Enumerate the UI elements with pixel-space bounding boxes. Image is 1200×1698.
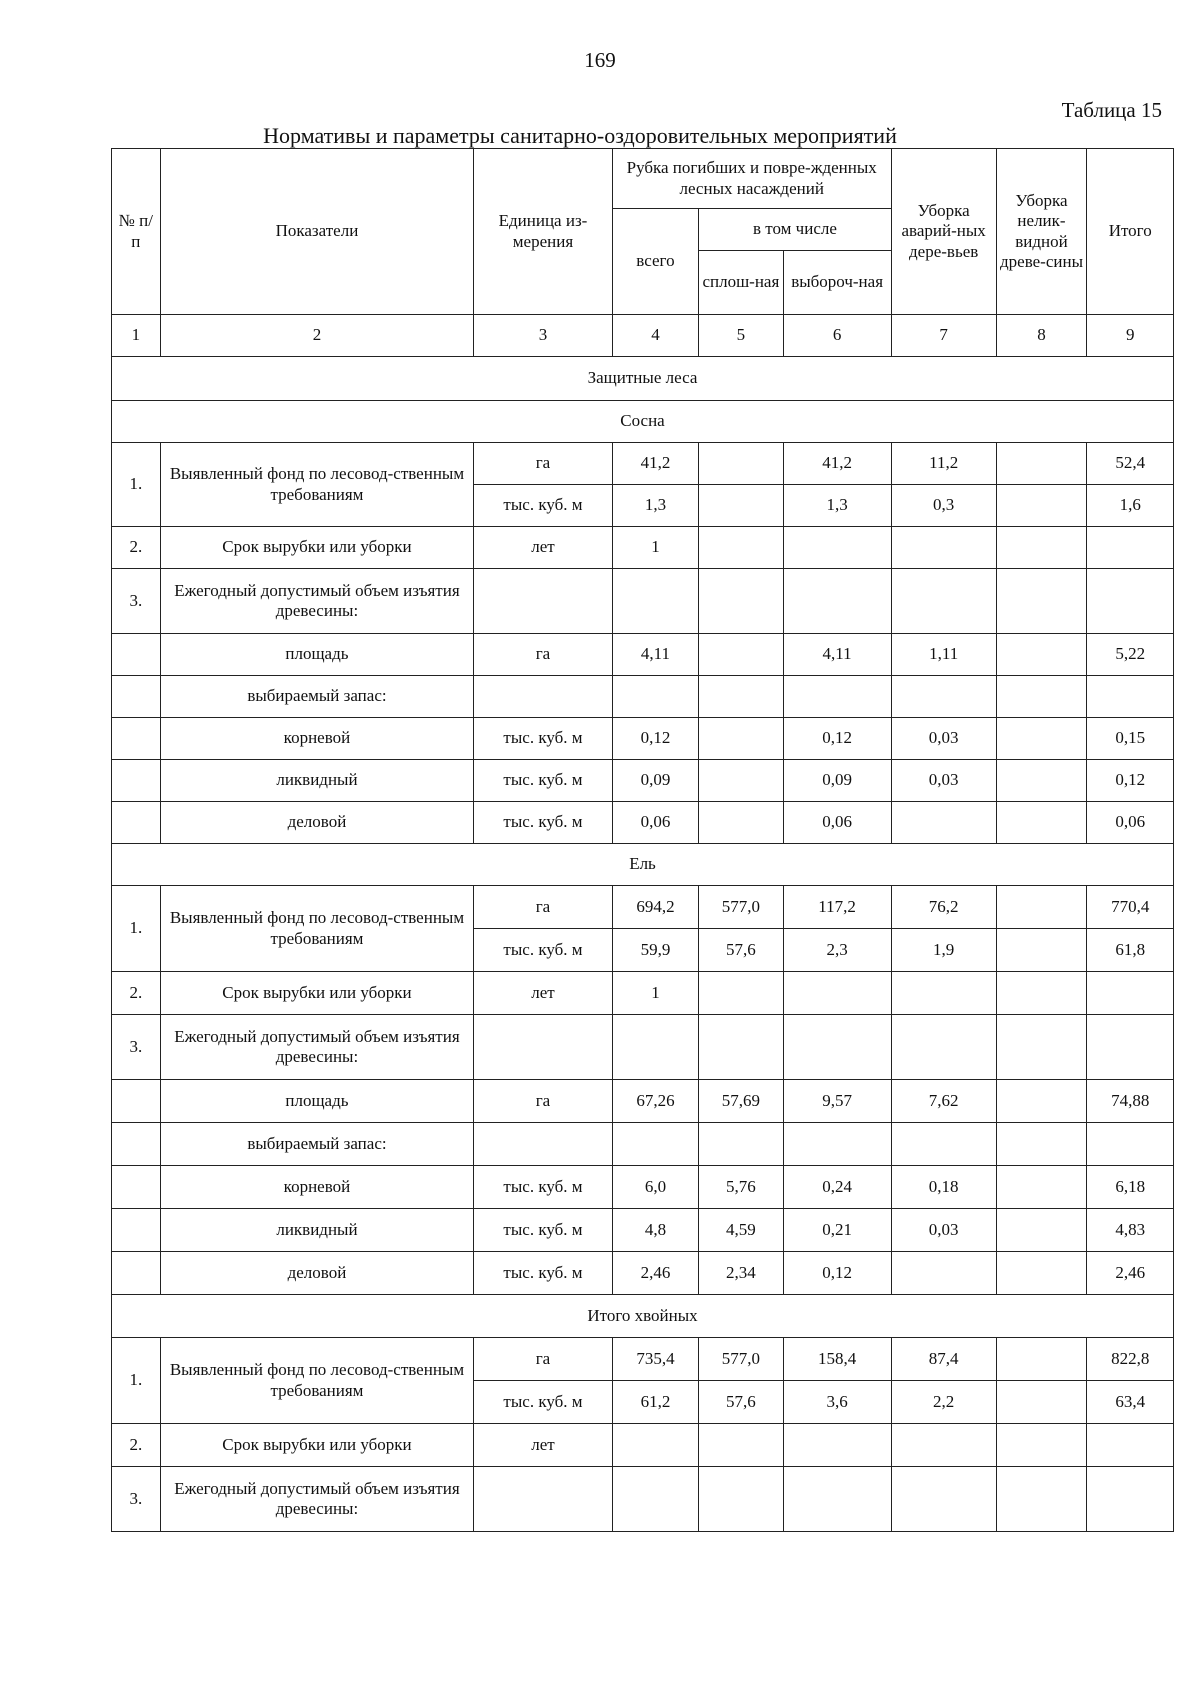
header-num: № п/п <box>112 149 161 315</box>
value-cell: 61,2 <box>612 1381 699 1424</box>
unit-cell <box>474 676 612 718</box>
col-number: 9 <box>1087 315 1174 357</box>
col-number: 2 <box>160 315 474 357</box>
value-cell: 0,09 <box>783 760 891 802</box>
value-cell: 4,11 <box>783 634 891 676</box>
value-cell <box>699 1424 783 1467</box>
value-cell: 770,4 <box>1087 886 1174 929</box>
value-cell: 4,83 <box>1087 1209 1174 1252</box>
col-number: 4 <box>612 315 699 357</box>
row-number: 2. <box>112 527 161 569</box>
unit-cell: лет <box>474 527 612 569</box>
value-cell <box>996 760 1087 802</box>
value-cell: 63,4 <box>1087 1381 1174 1424</box>
value-cell: 0,21 <box>783 1209 891 1252</box>
value-cell <box>996 1015 1087 1080</box>
row-number: 1. <box>112 886 161 972</box>
value-cell <box>996 1467 1087 1532</box>
value-cell <box>996 972 1087 1015</box>
value-cell <box>699 634 783 676</box>
section-heading: Сосна <box>112 401 1174 443</box>
value-cell: 57,69 <box>699 1080 783 1123</box>
value-cell <box>783 1424 891 1467</box>
unit-cell: га <box>474 443 612 485</box>
value-cell <box>996 1381 1087 1424</box>
unit-cell: тыс. куб. м <box>474 1209 612 1252</box>
value-cell <box>783 676 891 718</box>
row-number <box>112 1123 161 1166</box>
unit-cell: га <box>474 886 612 929</box>
row-number <box>112 1166 161 1209</box>
header-selective: выбороч-ная <box>783 251 891 315</box>
value-cell <box>996 718 1087 760</box>
value-cell: 4,11 <box>612 634 699 676</box>
value-cell <box>996 1123 1087 1166</box>
row-number <box>112 1080 161 1123</box>
value-cell <box>1087 972 1174 1015</box>
value-cell: 0,3 <box>891 485 996 527</box>
col-number: 6 <box>783 315 891 357</box>
value-cell: 52,4 <box>1087 443 1174 485</box>
page-number: 169 <box>584 48 616 72</box>
value-cell: 117,2 <box>783 886 891 929</box>
value-cell <box>612 1467 699 1532</box>
table-title: Нормативы и параметры санитарно-оздоровительных мероприятий <box>263 123 897 148</box>
value-cell: 4,8 <box>612 1209 699 1252</box>
value-cell: 59,9 <box>612 929 699 972</box>
value-cell <box>996 1209 1087 1252</box>
value-cell: 7,62 <box>891 1080 996 1123</box>
unit-cell: лет <box>474 972 612 1015</box>
value-cell: 1,3 <box>783 485 891 527</box>
row-number <box>112 1252 161 1295</box>
col-number: 7 <box>891 315 996 357</box>
row-number <box>112 718 161 760</box>
row-number <box>112 1209 161 1252</box>
value-cell <box>699 443 783 485</box>
indicator-label: площадь <box>160 634 474 676</box>
value-cell <box>996 569 1087 634</box>
row-number <box>112 760 161 802</box>
value-cell <box>891 972 996 1015</box>
value-cell: 0,09 <box>612 760 699 802</box>
indicator-label: Выявленный фонд по лесовод-ственным требованиям <box>160 886 474 972</box>
value-cell <box>996 676 1087 718</box>
row-number: 1. <box>112 443 161 527</box>
value-cell <box>1087 1424 1174 1467</box>
row-number: 2. <box>112 1424 161 1467</box>
value-cell: 0,03 <box>891 760 996 802</box>
value-cell <box>1087 1123 1174 1166</box>
value-cell <box>783 972 891 1015</box>
unit-cell: га <box>474 634 612 676</box>
value-cell <box>996 802 1087 844</box>
value-cell: 57,6 <box>699 929 783 972</box>
section-heading: Защитные леса <box>112 357 1174 401</box>
header-indicators: Показатели <box>160 149 474 315</box>
value-cell <box>699 485 783 527</box>
value-cell <box>699 760 783 802</box>
value-cell: 0,12 <box>783 718 891 760</box>
value-cell: 577,0 <box>699 1338 783 1381</box>
value-cell: 0,24 <box>783 1166 891 1209</box>
row-number <box>112 802 161 844</box>
indicator-label: Срок вырубки или уборки <box>160 972 474 1015</box>
value-cell <box>1087 1015 1174 1080</box>
value-cell: 1,3 <box>612 485 699 527</box>
indicator-label: Выявленный фонд по лесовод-ственным требованиям <box>160 443 474 527</box>
value-cell: 694,2 <box>612 886 699 929</box>
value-cell <box>612 569 699 634</box>
header-total-all: всего <box>612 209 699 315</box>
indicator-label: корневой <box>160 1166 474 1209</box>
value-cell <box>996 1080 1087 1123</box>
value-cell <box>699 676 783 718</box>
unit-cell: га <box>474 1338 612 1381</box>
unit-cell: тыс. куб. м <box>474 802 612 844</box>
unit-cell: лет <box>474 1424 612 1467</box>
value-cell: 0,15 <box>1087 718 1174 760</box>
value-cell <box>996 1166 1087 1209</box>
value-cell <box>996 1252 1087 1295</box>
header-unit: Единица из-мерения <box>474 149 612 315</box>
value-cell <box>891 676 996 718</box>
section-heading: Ель <box>112 844 1174 886</box>
header-clear: сплош-ная <box>699 251 783 315</box>
indicator-label: корневой <box>160 718 474 760</box>
value-cell: 158,4 <box>783 1338 891 1381</box>
unit-cell: тыс. куб. м <box>474 718 612 760</box>
row-number: 3. <box>112 1015 161 1080</box>
value-cell <box>612 1123 699 1166</box>
indicator-label: выбираемый запас: <box>160 1123 474 1166</box>
value-cell: 87,4 <box>891 1338 996 1381</box>
value-cell: 61,8 <box>1087 929 1174 972</box>
row-number <box>112 634 161 676</box>
value-cell: 2,46 <box>612 1252 699 1295</box>
header-including: в том числе <box>699 209 892 251</box>
value-cell <box>612 1015 699 1080</box>
col-number: 5 <box>699 315 783 357</box>
value-cell: 0,12 <box>783 1252 891 1295</box>
value-cell: 5,76 <box>699 1166 783 1209</box>
header-itogo: Итого <box>1087 149 1174 315</box>
value-cell: 0,12 <box>1087 760 1174 802</box>
value-cell: 0,06 <box>783 802 891 844</box>
value-cell <box>699 527 783 569</box>
value-cell: 67,26 <box>612 1080 699 1123</box>
value-cell <box>699 718 783 760</box>
indicator-label: Выявленный фонд по лесовод-ственным требованиям <box>160 1338 474 1424</box>
value-cell: 0,03 <box>891 718 996 760</box>
col-number: 3 <box>474 315 612 357</box>
value-cell <box>891 1015 996 1080</box>
value-cell <box>996 634 1087 676</box>
value-cell <box>1087 1467 1174 1532</box>
indicator-label: площадь <box>160 1080 474 1123</box>
value-cell <box>612 676 699 718</box>
value-cell <box>891 1467 996 1532</box>
col-number: 1 <box>112 315 161 357</box>
value-cell: 0,03 <box>891 1209 996 1252</box>
unit-cell: тыс. куб. м <box>474 1252 612 1295</box>
value-cell <box>891 1252 996 1295</box>
value-cell <box>891 1424 996 1467</box>
unit-cell: га <box>474 1080 612 1123</box>
value-cell <box>996 443 1087 485</box>
indicator-label: Ежегодный допустимый объем изъятия древесины: <box>160 569 474 634</box>
indicator-label: выбираемый запас: <box>160 676 474 718</box>
unit-cell: тыс. куб. м <box>474 929 612 972</box>
header-cutting: Рубка погибших и повре-жденных лесных насаждений <box>612 149 891 209</box>
value-cell <box>996 527 1087 569</box>
indicator-label: Ежегодный допустимый объем изъятия древесины: <box>160 1015 474 1080</box>
value-cell <box>891 1123 996 1166</box>
value-cell <box>1087 676 1174 718</box>
value-cell <box>699 972 783 1015</box>
value-cell: 0,06 <box>612 802 699 844</box>
value-cell: 0,06 <box>1087 802 1174 844</box>
indicator-label: деловой <box>160 1252 474 1295</box>
col-number: 8 <box>996 315 1087 357</box>
value-cell: 2,34 <box>699 1252 783 1295</box>
value-cell: 2,3 <box>783 929 891 972</box>
value-cell <box>783 527 891 569</box>
unit-cell <box>474 1123 612 1166</box>
unit-cell: тыс. куб. м <box>474 1381 612 1424</box>
value-cell: 735,4 <box>612 1338 699 1381</box>
indicator-label: ликвидный <box>160 760 474 802</box>
value-cell: 0,18 <box>891 1166 996 1209</box>
value-cell: 1,11 <box>891 634 996 676</box>
value-cell <box>996 929 1087 972</box>
unit-cell: тыс. куб. м <box>474 1166 612 1209</box>
value-cell: 57,6 <box>699 1381 783 1424</box>
value-cell: 4,59 <box>699 1209 783 1252</box>
header-nonliquid: Уборка нелик-видной древе-сины <box>996 149 1087 315</box>
indicator-label: Ежегодный допустимый объем изъятия древесины: <box>160 1467 474 1532</box>
value-cell: 6,0 <box>612 1166 699 1209</box>
value-cell: 2,46 <box>1087 1252 1174 1295</box>
unit-cell: тыс. куб. м <box>474 485 612 527</box>
value-cell <box>891 527 996 569</box>
value-cell <box>474 1015 612 1080</box>
value-cell <box>996 485 1087 527</box>
section-heading: Итого хвойных <box>112 1295 1174 1338</box>
value-cell <box>891 802 996 844</box>
value-cell: 41,2 <box>612 443 699 485</box>
indicator-label: Срок вырубки или уборки <box>160 1424 474 1467</box>
header-emergency: Уборка аварий-ных дере-вьев <box>891 149 996 315</box>
value-cell <box>699 1467 783 1532</box>
value-cell: 1,9 <box>891 929 996 972</box>
value-cell: 577,0 <box>699 886 783 929</box>
value-cell: 1,6 <box>1087 485 1174 527</box>
value-cell <box>783 1123 891 1166</box>
value-cell <box>474 1467 612 1532</box>
row-number <box>112 676 161 718</box>
value-cell <box>996 886 1087 929</box>
row-number: 2. <box>112 972 161 1015</box>
value-cell <box>699 569 783 634</box>
table-label: Таблица 15 <box>1061 98 1162 122</box>
value-cell: 5,22 <box>1087 634 1174 676</box>
indicator-label: ликвидный <box>160 1209 474 1252</box>
value-cell <box>891 569 996 634</box>
value-cell <box>996 1424 1087 1467</box>
value-cell: 76,2 <box>891 886 996 929</box>
value-cell <box>996 1338 1087 1381</box>
row-number: 3. <box>112 569 161 634</box>
value-cell: 3,6 <box>783 1381 891 1424</box>
indicator-label: деловой <box>160 802 474 844</box>
value-cell <box>699 802 783 844</box>
value-cell: 0,12 <box>612 718 699 760</box>
value-cell: 11,2 <box>891 443 996 485</box>
unit-cell: тыс. куб. м <box>474 760 612 802</box>
value-cell: 6,18 <box>1087 1166 1174 1209</box>
value-cell <box>1087 527 1174 569</box>
value-cell: 2,2 <box>891 1381 996 1424</box>
value-cell: 822,8 <box>1087 1338 1174 1381</box>
value-cell <box>474 569 612 634</box>
value-cell <box>1087 569 1174 634</box>
value-cell <box>783 1467 891 1532</box>
row-number: 3. <box>112 1467 161 1532</box>
value-cell <box>699 1123 783 1166</box>
value-cell <box>699 1015 783 1080</box>
indicator-label: Срок вырубки или уборки <box>160 527 474 569</box>
value-cell <box>783 569 891 634</box>
value-cell <box>612 1424 699 1467</box>
value-cell: 74,88 <box>1087 1080 1174 1123</box>
regulations-table <box>111 148 1174 1532</box>
value-cell: 1 <box>612 972 699 1015</box>
value-cell: 9,57 <box>783 1080 891 1123</box>
row-number: 1. <box>112 1338 161 1424</box>
value-cell <box>783 1015 891 1080</box>
value-cell: 1 <box>612 527 699 569</box>
value-cell: 41,2 <box>783 443 891 485</box>
